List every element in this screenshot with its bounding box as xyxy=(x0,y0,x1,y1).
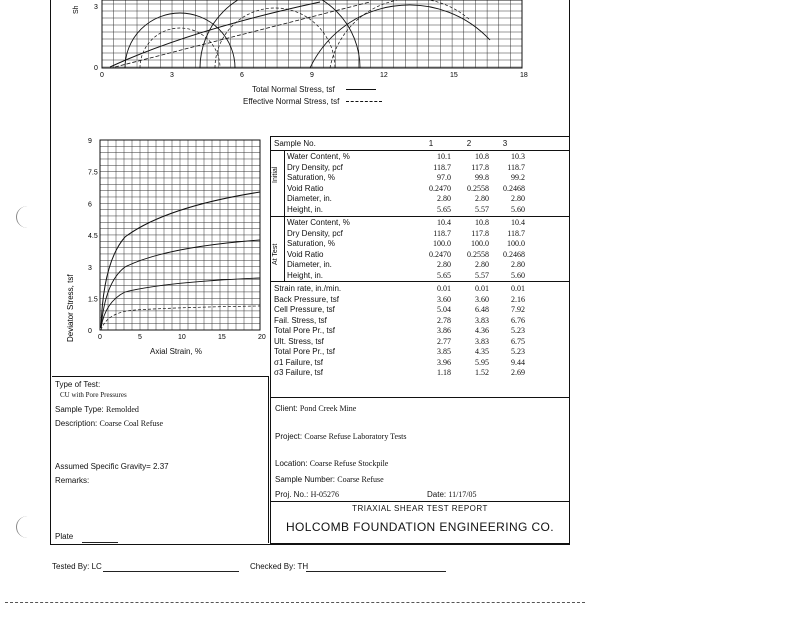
row-value-2: 5.57 xyxy=(475,204,489,214)
row-value-1: 97.0 xyxy=(437,173,451,182)
row-value-2: 10.8 xyxy=(475,218,489,227)
strain-y-tick: 1.5 xyxy=(88,296,98,304)
row-label: Height, in. xyxy=(287,204,324,214)
table-row xyxy=(271,305,569,314)
row-value-2: 4.36 xyxy=(475,326,489,335)
row-value-1: 2.80 xyxy=(437,194,451,203)
row-value-3: 2.69 xyxy=(511,368,525,377)
date-label: Date: xyxy=(427,490,447,499)
specific-gravity: Assumed Specific Gravity= 2.37 xyxy=(55,462,169,471)
checked-by-value: TH xyxy=(297,562,309,571)
row-value-3: 10.3 xyxy=(511,152,525,161)
row-label: σ1 Failure, tsf xyxy=(274,357,323,367)
remarks-label: Remarks: xyxy=(55,476,90,485)
row-value-1: 1.18 xyxy=(437,368,451,377)
location-label: Location: xyxy=(275,459,308,468)
row-label: Back Pressure, tsf xyxy=(274,294,339,304)
table-header-label: Sample No. xyxy=(274,139,316,148)
sample-number-label: Sample Number: xyxy=(275,475,336,484)
strain-y-tick: 4.5 xyxy=(88,233,98,241)
row-value-3: 9.44 xyxy=(511,357,525,367)
table-row xyxy=(271,260,569,269)
row-value-3: 6.75 xyxy=(511,336,525,346)
row-value-3: 2.80 xyxy=(511,194,525,203)
table-row xyxy=(271,271,569,280)
sample-table xyxy=(270,136,570,398)
row-value-3: 2.16 xyxy=(511,294,525,304)
strain-x-tick: 10 xyxy=(178,334,186,341)
table-row xyxy=(271,163,569,172)
row-value-3: 118.7 xyxy=(507,228,525,238)
row-value-1: 3.96 xyxy=(437,357,451,367)
top-x-tick: 12 xyxy=(380,72,388,79)
row-value-2: 3.83 xyxy=(475,315,489,325)
row-value-1: 3.85 xyxy=(437,347,451,356)
row-label: Fail. Stress, tsf xyxy=(274,315,327,325)
checked-by-label: Checked By: xyxy=(250,562,296,571)
row-value-1: 5.04 xyxy=(437,305,451,314)
row-value-3: 0.01 xyxy=(511,284,525,293)
test-info-box xyxy=(52,376,269,543)
row-label: Void Ratio xyxy=(287,249,324,259)
table-row xyxy=(271,347,569,356)
row-value-1: 100.0 xyxy=(433,239,451,248)
strain-x-tick: 15 xyxy=(218,334,226,341)
row-value-1: 2.78 xyxy=(437,315,451,325)
row-value-2: 1.52 xyxy=(475,368,489,377)
report-title: TRIAXIAL SHEAR TEST REPORT xyxy=(352,504,488,513)
strain-x-label: Axial Strain, % xyxy=(150,347,203,356)
sample-type-label: Sample Type: xyxy=(55,405,104,414)
table-row xyxy=(271,368,569,377)
header-col-1: 1 xyxy=(428,139,434,148)
top-y-tick-3: 3 xyxy=(94,4,98,11)
table-row xyxy=(271,239,569,248)
plate-label: Plate xyxy=(55,532,74,541)
row-value-3: 5.23 xyxy=(511,326,525,335)
checked-by-line xyxy=(306,571,446,572)
row-value-2: 99.8 xyxy=(475,173,489,182)
header-col-2: 2 xyxy=(466,139,472,148)
row-value-2: 0.2558 xyxy=(467,249,489,259)
table-row xyxy=(271,326,569,335)
row-value-2: 5.95 xyxy=(475,357,489,367)
top-y-tick-0: 0 xyxy=(94,65,98,72)
row-value-2: 0.2558 xyxy=(467,183,489,193)
row-value-3: 2.80 xyxy=(511,260,525,269)
row-label: Dry Density, pcf xyxy=(287,162,343,172)
table-row xyxy=(271,295,569,304)
row-value-2: 4.35 xyxy=(475,347,489,356)
row-value-3: 10.4 xyxy=(511,218,525,227)
row-label: Diameter, in. xyxy=(287,194,332,203)
row-value-2: 10.8 xyxy=(475,152,489,161)
row-value-2: 3.60 xyxy=(475,294,489,304)
table-row xyxy=(271,194,569,203)
strain-y-tick: 3 xyxy=(88,264,92,272)
effective-stress-legend-line xyxy=(346,101,382,102)
proj-no-label: Proj. No.: xyxy=(275,490,309,499)
row-value-2: 100.0 xyxy=(471,239,489,248)
row-value-2: 6.48 xyxy=(475,305,489,314)
sample-type-value: Remolded xyxy=(106,405,139,414)
proj-no-value: H-05276 xyxy=(310,490,340,499)
description-label: Description: xyxy=(55,419,98,428)
row-label: Water Content, % xyxy=(287,152,350,161)
row-label: σ3 Failure, tsf xyxy=(274,368,323,377)
row-label: Height, in. xyxy=(287,270,324,280)
row-value-3: 118.7 xyxy=(507,162,525,172)
row-value-3: 5.60 xyxy=(511,204,525,214)
table-row xyxy=(271,152,569,161)
row-value-2: 2.80 xyxy=(475,260,489,269)
strain-chart xyxy=(55,132,270,362)
row-label: Total Pore Pr., tsf xyxy=(274,347,335,356)
at-test-group-label: At Test xyxy=(272,243,279,265)
strain-y-tick: 7.5 xyxy=(88,169,98,177)
strain-x-tick: 20 xyxy=(258,334,266,341)
binder-hole xyxy=(16,206,39,228)
binder-hole xyxy=(16,516,39,538)
strain-y-tick: 0 xyxy=(88,328,92,336)
row-value-1: 118.7 xyxy=(433,228,451,238)
company-name: HOLCOMB FOUNDATION ENGINEERING CO. xyxy=(285,520,555,534)
row-value-3: 7.92 xyxy=(511,305,525,314)
tested-by-line xyxy=(103,571,239,572)
row-label: Strain rate, in./min. xyxy=(274,284,342,293)
row-value-1: 0.2470 xyxy=(429,249,451,259)
initial-group-label: Initial xyxy=(272,166,279,183)
top-x-tick: 15 xyxy=(450,72,458,79)
row-label: Total Pore Pr., tsf xyxy=(274,326,335,335)
table-row xyxy=(271,284,569,293)
client-label: Client: xyxy=(275,404,298,413)
top-x-tick: 3 xyxy=(170,72,174,79)
row-value-1: 5.65 xyxy=(437,270,451,280)
table-row xyxy=(271,250,569,259)
row-label: Ult. Stress, tsf xyxy=(274,336,324,346)
date-value: 11/17/05 xyxy=(448,490,477,499)
row-value-3: 0.2468 xyxy=(503,183,525,193)
project-value: Coarse Refuse Laboratory Tests xyxy=(304,432,407,441)
row-label: Diameter, in. xyxy=(287,260,332,269)
row-value-3: 5.23 xyxy=(511,347,525,356)
footer-rule xyxy=(5,602,585,603)
row-value-2: 117.8 xyxy=(471,162,489,172)
table-header xyxy=(271,139,569,148)
row-value-1: 2.80 xyxy=(437,260,451,269)
mohr-circle-chart xyxy=(70,0,540,112)
table-row xyxy=(271,173,569,182)
type-of-test-label: Type of Test: xyxy=(55,380,101,389)
row-value-1: 5.65 xyxy=(437,204,451,214)
row-value-2: 5.57 xyxy=(475,270,489,280)
strain-x-tick: 5 xyxy=(138,334,142,341)
description-value: Coarse Coal Refuse xyxy=(99,419,164,428)
row-value-2: 117.8 xyxy=(471,228,489,238)
table-row xyxy=(271,218,569,227)
row-value-1: 0.01 xyxy=(437,284,451,293)
row-label: Void Ratio xyxy=(287,183,324,193)
top-x-tick: 9 xyxy=(310,72,314,79)
strain-y-tick: 9 xyxy=(88,138,92,145)
strain-y-label: Deviator Stress, tsf xyxy=(66,274,75,342)
row-value-1: 3.86 xyxy=(437,326,451,335)
top-x-tick: 0 xyxy=(100,72,104,79)
row-label: Saturation, % xyxy=(287,239,336,248)
type-of-test-value: CU with Pore Pressures xyxy=(60,391,127,399)
strain-y-tick: 6 xyxy=(88,201,92,209)
row-value-3: 100.0 xyxy=(507,239,525,248)
row-value-1: 118.7 xyxy=(433,162,451,172)
row-value-1: 0.2470 xyxy=(429,183,451,193)
project-label: Project: xyxy=(275,432,303,441)
location-value: Coarse Refuse Stockpile xyxy=(309,459,389,468)
row-value-1: 2.77 xyxy=(437,336,451,346)
table-row xyxy=(271,229,569,238)
row-label: Water Content, % xyxy=(287,218,350,227)
row-value-2: 3.83 xyxy=(475,336,489,346)
row-value-3: 0.2468 xyxy=(503,249,525,259)
top-y-label: Sh xyxy=(73,5,80,14)
total-stress-legend-line xyxy=(346,89,376,90)
top-x-label-total: Total Normal Stress, tsf xyxy=(252,85,335,94)
row-value-3: 6.76 xyxy=(511,315,525,325)
row-label: Cell Pressure, tsf xyxy=(274,305,335,314)
tested-by-value: LC xyxy=(91,562,102,571)
sample-number-value: Coarse Refuse xyxy=(337,475,384,484)
row-value-3: 5.60 xyxy=(511,270,525,280)
row-value-3: 99.2 xyxy=(511,173,525,182)
row-value-1: 10.1 xyxy=(437,152,451,161)
row-label: Saturation, % xyxy=(287,173,336,182)
row-value-1: 3.60 xyxy=(437,294,451,304)
table-row xyxy=(271,358,569,367)
row-label: Dry Density, pcf xyxy=(287,228,343,238)
client-info-box xyxy=(270,397,570,544)
client-value: Pond Creek Mine xyxy=(299,404,357,413)
table-row xyxy=(271,205,569,214)
row-value-2: 0.01 xyxy=(475,284,489,293)
header-col-3: 3 xyxy=(502,139,508,148)
top-x-label-effective: Effective Normal Stress, tsf xyxy=(243,97,340,106)
table-row xyxy=(271,337,569,346)
table-row xyxy=(271,316,569,325)
row-value-2: 2.80 xyxy=(475,194,489,203)
tested-by-label: Tested By: xyxy=(52,562,90,571)
top-x-tick: 6 xyxy=(240,72,244,79)
row-value-1: 10.4 xyxy=(437,218,451,227)
strain-x-tick: 0 xyxy=(98,334,102,341)
top-x-tick: 18 xyxy=(520,72,528,79)
table-row xyxy=(271,184,569,193)
